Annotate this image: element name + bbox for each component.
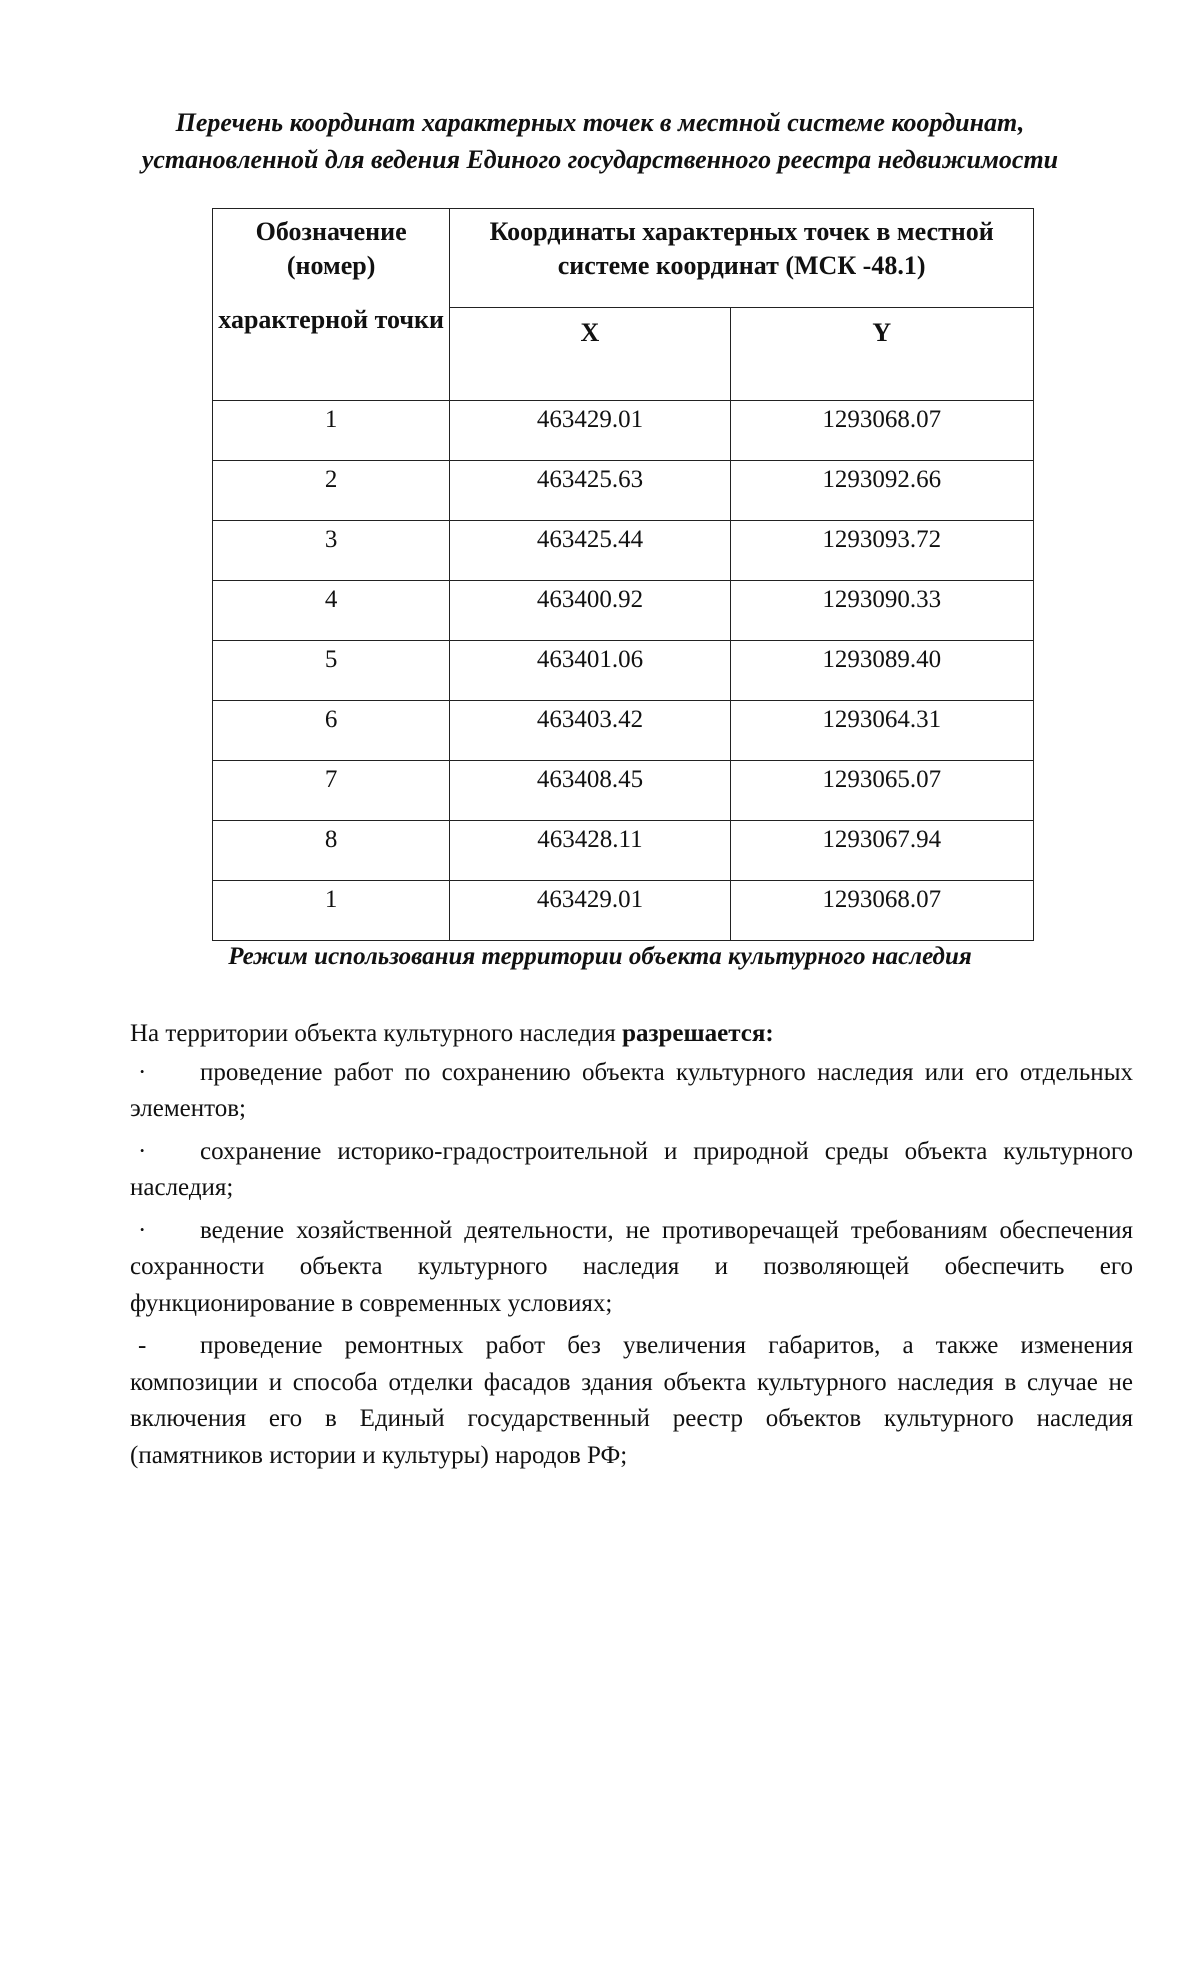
x-coordinate-cell: 463428.11 xyxy=(450,821,730,881)
table-row xyxy=(213,461,1034,521)
point-number-cell: 4 xyxy=(213,581,450,641)
title-line-1: Перечень координат характерных точек в местной системе координат, xyxy=(175,108,1025,137)
list-item-text: ведение хозяйственной деятельности, не противоречащей требованиям обеспечения сохранности объекта культурного наследия и позволяющей обеспечить его функционирование в современных условиях; xyxy=(130,1216,1133,1317)
y-coordinate-cell: 1293064.31 xyxy=(730,701,1033,761)
y-coordinate-cell: 1293065.07 xyxy=(730,761,1033,821)
table-row xyxy=(213,881,1034,941)
table-row xyxy=(213,401,1034,461)
coordinates-table-body xyxy=(213,401,1034,941)
point-number-cell: 6 xyxy=(213,701,450,761)
regime-list xyxy=(130,1055,1133,1475)
point-number-cell: 5 xyxy=(213,641,450,701)
x-coordinate-cell: 463425.63 xyxy=(450,461,730,521)
point-number-cell: 1 xyxy=(213,881,450,941)
list-item xyxy=(130,1328,1133,1474)
x-coordinate-cell: 463403.42 xyxy=(450,701,730,761)
regime-intro-bold: разрешается: xyxy=(622,1020,774,1047)
coordinates-header: Координаты характерных точек в местной системе координат (МСК -48.1) xyxy=(450,209,1034,308)
table-row xyxy=(213,761,1034,821)
regime-intro xyxy=(130,1016,1133,1053)
title-line-2: установленной для ведения Единого государственного реестра недвижимости xyxy=(141,145,1059,174)
document-title xyxy=(100,104,1100,178)
table-row xyxy=(213,521,1034,581)
regime-intro-text: На территории объекта культурного наследия xyxy=(130,1020,616,1047)
point-number-cell: 7 xyxy=(213,761,450,821)
point-number-cell: 2 xyxy=(213,461,450,521)
point-label-top: Обозначение (номер) xyxy=(255,217,407,280)
regime-body xyxy=(130,1016,1133,1480)
point-number-cell: 1 xyxy=(213,401,450,461)
x-coordinate-cell: 463429.01 xyxy=(450,881,730,941)
y-coordinate-cell: 1293068.07 xyxy=(730,881,1033,941)
point-label-bottom: характерной точки xyxy=(218,305,444,334)
list-item xyxy=(130,1134,1133,1207)
list-bullet: · xyxy=(138,1137,147,1165)
table-row xyxy=(213,701,1034,761)
list-item-text: проведение ремонтных работ без увеличения габаритов, а также изменения композиции и способа отделки фасадов здания объекта культурного наследия в случае не включения его в Единый государственный реестр объектов культурного наследия (памятников истории и культуры) народов РФ; xyxy=(130,1332,1133,1469)
x-header: X xyxy=(450,308,730,401)
list-item xyxy=(130,1055,1133,1128)
table-row xyxy=(213,821,1034,881)
x-coordinate-cell: 463429.01 xyxy=(450,401,730,461)
y-coordinate-cell: 1293090.33 xyxy=(730,581,1033,641)
list-item-text: сохранение историко-градостроительной и природной среды объекта культурного наследия; xyxy=(130,1137,1133,1201)
list-item xyxy=(130,1213,1133,1323)
x-coordinate-cell: 463408.45 xyxy=(450,761,730,821)
y-coordinate-cell: 1293068.07 xyxy=(730,401,1033,461)
x-coordinate-cell: 463425.44 xyxy=(450,521,730,581)
x-coordinate-cell: 463401.06 xyxy=(450,641,730,701)
x-coordinate-cell: 463400.92 xyxy=(450,581,730,641)
coordinates-table xyxy=(212,208,1034,941)
y-coordinate-cell: 1293067.94 xyxy=(730,821,1033,881)
y-coordinate-cell: 1293093.72 xyxy=(730,521,1033,581)
table-row xyxy=(213,641,1034,701)
y-coordinate-cell: 1293089.40 xyxy=(730,641,1033,701)
point-number-cell: 8 xyxy=(213,821,450,881)
list-bullet: · xyxy=(138,1216,147,1244)
regime-title: Режим использования территории объекта культурного наследия xyxy=(228,943,972,970)
table-row xyxy=(213,581,1034,641)
list-bullet: - xyxy=(138,1332,147,1359)
point-number-header xyxy=(213,209,450,401)
y-coordinate-cell: 1293092.66 xyxy=(730,461,1033,521)
list-item-text: проведение работ по сохранению объекта культурного наследия или его отдельных элементов; xyxy=(130,1058,1133,1122)
list-bullet: · xyxy=(138,1058,147,1086)
y-header: Y xyxy=(730,308,1033,401)
point-number-cell: 3 xyxy=(213,521,450,581)
